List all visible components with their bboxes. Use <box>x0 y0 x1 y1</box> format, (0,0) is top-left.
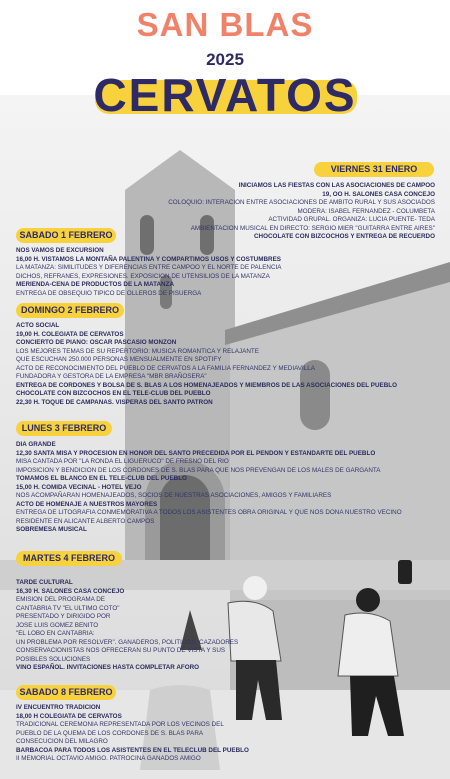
schedule-line: ACTIVIDAD GRUPAL. ORGANIZA: LUCIA PUENTE- TEDA <box>268 216 435 223</box>
schedule-line: MODERA: ISABEL FERNANDEZ - COLUMBETA <box>297 207 435 215</box>
schedule-lunes <box>16 441 402 535</box>
schedule-sabado-1 <box>16 247 296 298</box>
day-label-sabado-8: SABADO 8 FEBRERO <box>16 685 116 700</box>
schedule-line: NOS ACOMPAÑARAN HOMENAJEADOS, SOCIOS DE NUESTRAS ASOCIACIONES, AMIGOS Y FAMILIARES <box>16 492 332 499</box>
schedule-line: ENTREGA DE LITOGRAFIA CONMEMORATIVA A TODOS LOS ASISTENTES OBRA ORIGINAL Y QUE NOS DONA NUESTRO VECINO <box>16 509 402 516</box>
schedule-line: RESIDENTE EN ALICANTE ALBERTO CAMPOS <box>16 517 155 525</box>
schedule-line: CANTABRIA TV "EL ULTIMO COTO" <box>16 604 120 612</box>
schedule-line: NOS VAMOS DE EXCURSION <box>16 247 104 254</box>
day-label-lunes: LUNES 3 FEBRERO <box>16 421 112 436</box>
schedule-line: JOSE LUIS GOMEZ BENITO <box>16 621 99 629</box>
schedule-line: IMPOSICION Y BENDICION DE LOS CORDONES DE S. BLAS PARA QUE NOS PREVENGAN DE LOS MALES DE GARGANTA <box>16 466 381 474</box>
schedule-line: POSIBLES SOLUCIONES <box>16 655 91 663</box>
schedule-line: "EL LOBO EN CANTABRIA: <box>16 630 95 637</box>
schedule-line: ACTO SOCIAL <box>16 322 60 329</box>
schedule-line: CONSERVACIONISTAS NOS OFRECERAN SU PUNTO DE VISTA Y SUS <box>16 647 226 654</box>
schedule-line: MERIENDA-CENA DE PRODUCTOS DE LA MATANZA <box>16 281 175 288</box>
day-label-martes: MARTES 4 FEBRERO <box>16 551 122 566</box>
schedule-line: PRESENTADO Y DIRIGIDO POR <box>16 613 111 620</box>
schedule-line: SOBREMESA MUSICAL <box>16 526 87 533</box>
day-label-domingo: DOMINGO 2 FEBRERO <box>16 303 124 318</box>
schedule-line: ENTREGA DE OBSEQUIO TIPICO DE OLLEROS DE PISUERGA <box>16 289 202 297</box>
schedule-line: COLOQUIO: INTERACION ENTRE ASOCIACIONES DE AMBITO RURAL Y SUS ASOCIADOS <box>168 199 435 206</box>
schedule-domingo <box>16 322 398 407</box>
schedule-line: CONSECUCION DEL MILAGRO <box>16 738 108 745</box>
schedule-line: BARBACOA PARA TODOS LOS ASISTENTES EN EL TELECLUB DEL PUEBLO <box>16 746 249 754</box>
title-year: 2025 <box>206 50 244 69</box>
day-label-viernes: VIERNES 31 ENERO <box>314 162 434 177</box>
schedule-line: 16,00 H. VISTAMOS LA MONTAÑA PALENTINA Y COMPARTIMOS USOS Y COSTUMBRES <box>16 255 281 263</box>
day-label-sabado-1: SABADO 1 FEBRERO <box>16 228 116 243</box>
schedule-line: DIA GRANDE <box>16 441 56 448</box>
schedule-line: ACTO DE HOMENAJE A NUESTROS MAYORES <box>16 500 158 508</box>
schedule-martes <box>16 579 256 673</box>
schedule-line: ACTO DE RECONOCIMIENTO DEL PUEBLO DE CERVATOS A LA FAMILIA FERNANDEZ Y MEDIAVILLA <box>16 364 315 372</box>
schedule-line: CHOCOLATE CON BIZCOCHOS EN EL TELE-CLUB DEL PUEBLO <box>16 390 211 397</box>
title-san-blas: SAN BLAS <box>136 6 314 43</box>
schedule-line: FUNDADORA Y GESTORA DE LA EMPRESA "MBR BRAÑOSERA" <box>16 373 207 380</box>
schedule-line: MISA CANTADA POR "LA RONDA EL LIGUERUCO" DE FRESNO DEL RIO <box>16 458 229 465</box>
schedule-viernes <box>150 182 435 242</box>
schedule-line: TOMAMOS EL BLANCO EN EL TELE-CLUB DEL PUEBLO <box>16 475 187 482</box>
schedule-line: TRADICIONAL CEREMONIA REPRESENTADA POR LOS VECINOS DEL <box>16 721 224 728</box>
schedule-line: II MEMORIAL OCTAVIO AMIGO. PATROCINA GANADOS AMIGO <box>16 755 201 762</box>
schedule-line: CONCIERTO DE PIANO: OSCAR PASCASIO MONZON <box>16 339 177 346</box>
schedule-line: 18,00 H COLEGIATA DE CERVATOS <box>16 712 122 720</box>
title-cervatos: CERVATOS <box>93 69 357 121</box>
schedule-line: VINO ESPAÑOL. INVITACIONES HASTA COMPLETAR AFORO <box>16 664 200 671</box>
schedule-sabado-8 <box>16 704 276 764</box>
schedule-line: LOS MEJORES TEMAS DE SU REPERTORIO: MUSICA ROMANTICA Y RELAJANTE <box>16 347 259 355</box>
schedule-line: LA MATANZA: SIMILITUDES Y DIFERENCIAS ENTRE CAMPOO Y EL NORTE DE PALENCIA <box>16 264 282 271</box>
schedule-line: INICIAMOS LAS FIESTAS CON LAS ASOCIACIONES DE CAMPOO <box>238 182 435 189</box>
schedule-line: 19, OO H. SALONES CASA CONCEJO <box>322 190 435 198</box>
schedule-line: AMBIENTACION MUSICAL EN DIRECTO: SERGIO MIER "GUITARRA ENTRE AIRES" <box>190 224 435 232</box>
schedule-line: IV ENCUENTRO TRADICION <box>16 704 101 711</box>
schedule-line: 16,30 H. SALONES CASA CONCEJO <box>16 587 125 595</box>
schedule-line: ENTREGA DE CORDONES Y BOLSA DE S. BLAS A LOS HOMENAJEADOS Y MIEMBROS DE LAS ASOCIACIONES DEL PUEBLO <box>16 381 398 389</box>
schedule-line: EMISION DEL PROGRAMA DE <box>16 596 105 603</box>
schedule-line: 15,00 H. COMIDA VECINAL - HOTEL VEJO <box>16 483 142 491</box>
schedule-line: DICHOS, REFRANES, EXPRESIONES. EXPOSICION DE UTENSILIOS DE LA MATANZA <box>16 272 270 280</box>
schedule-line: QUE ESCUCHAN 250.000 PERSONAS MENSUALMENTE EN SPOTIFY <box>16 356 222 363</box>
schedule-line: 19,00 H. COLEGIATA DE CERVATOS <box>16 330 124 338</box>
schedule-line: CHOCOLATE CON BIZCOCHOS Y ENTREGA DE RECUERDO <box>254 233 435 240</box>
schedule-line: PUEBLO DE LA QUEMA DE LOS CORDONES DE S. BLAS PARA <box>16 729 204 737</box>
schedule-line: TARDE CULTURAL <box>16 579 73 586</box>
schedule-line: UN PROBLEMA POR RESOLVER". GANADEROS, POLITICOS, CAZADORES <box>16 638 239 646</box>
schedule-line: 12,30 SANTA MISA Y PROCESION EN HONOR DEL SANTO PRECEDIDA POR EL PENDON Y ESTANDARTE DEL PUEBLO <box>16 449 376 457</box>
schedule-line: 22,30 H. TOQUE DE CAMPANAS. VISPERAS DEL SANTO PATRON <box>16 398 213 406</box>
